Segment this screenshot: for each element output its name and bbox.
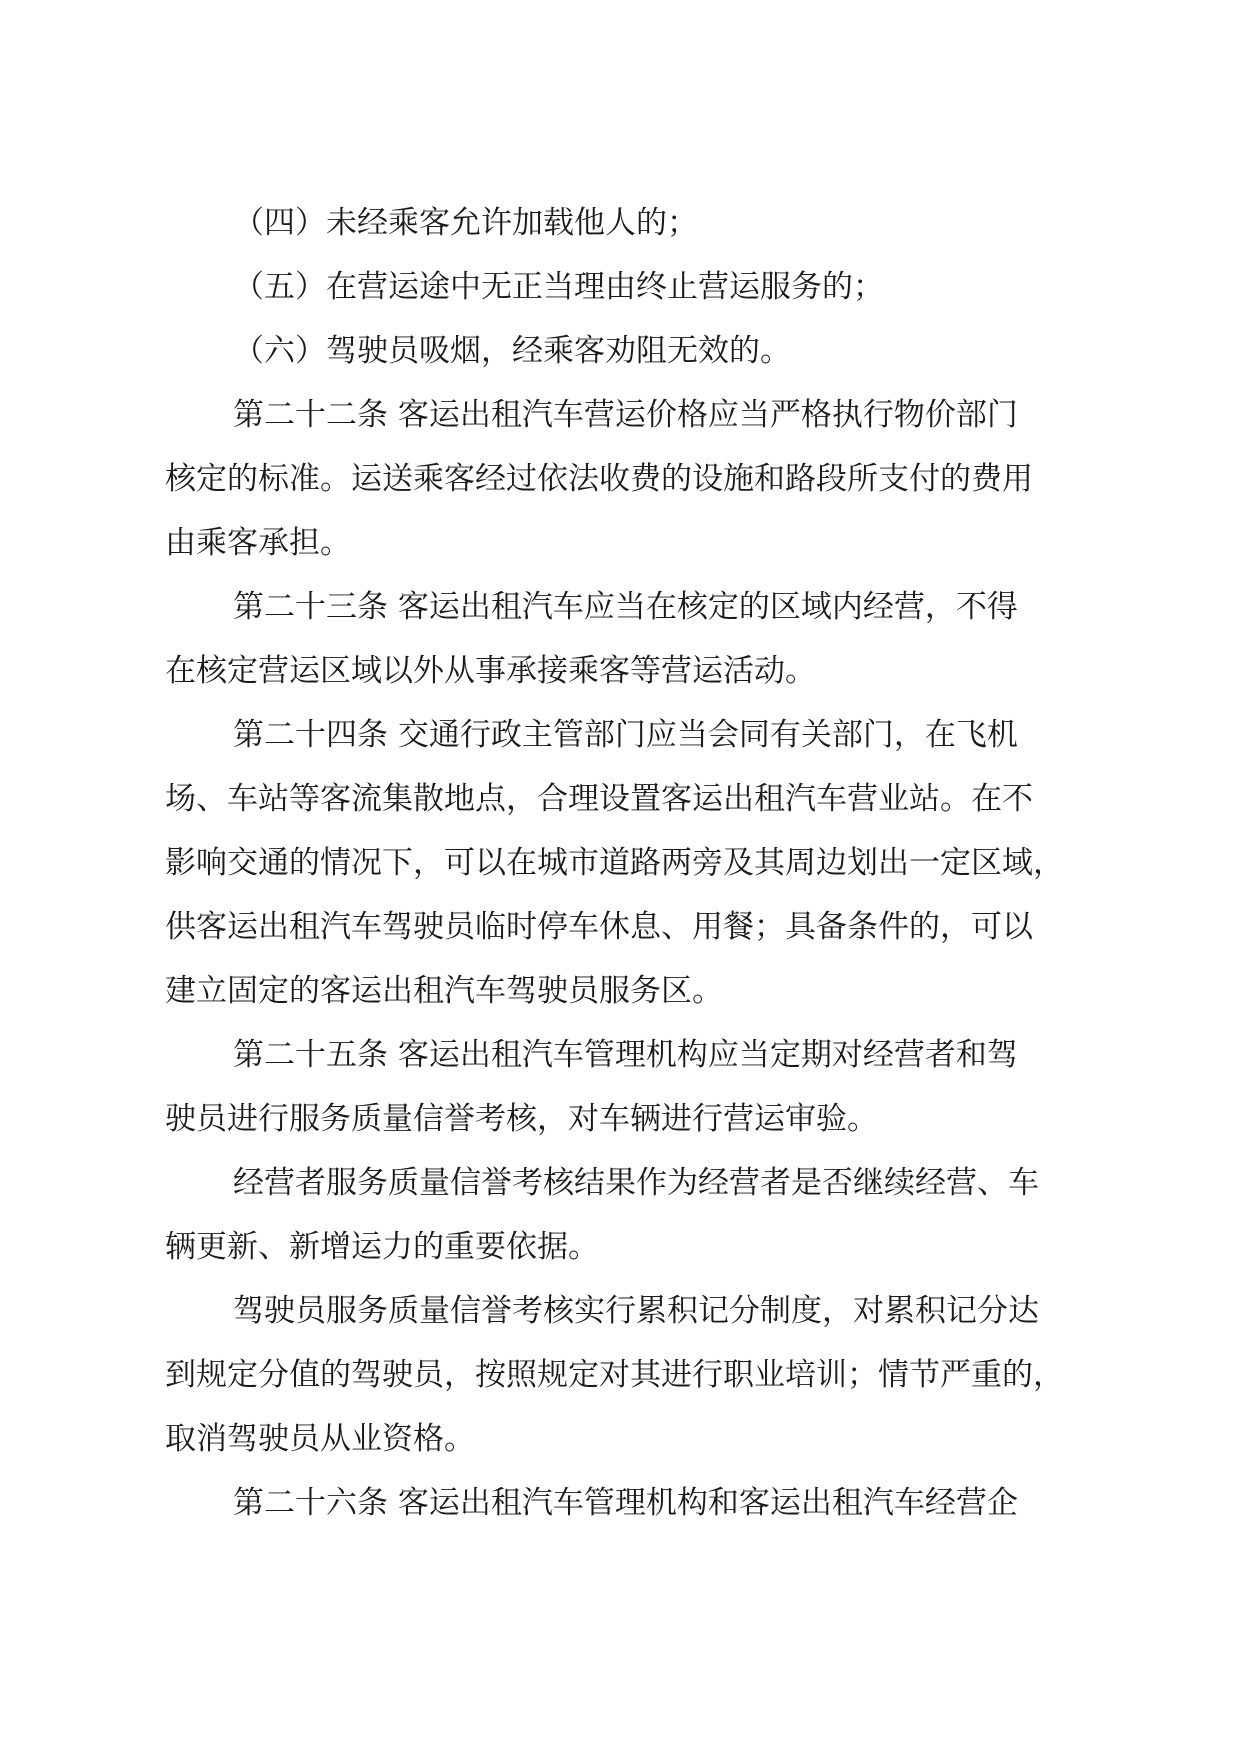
article-24-line-1: 第二十四条 交通行政主管部门应当会同有关部门，在飞机 [233, 717, 1018, 753]
article-24-line-5: 建立固定的客运出租汽车驾驶员服务区。 [165, 973, 723, 1009]
item-five-line: （五）在营运途中无正当理由终止营运服务的； [233, 269, 884, 305]
article-23-line-2: 在核定营运区域以外从事承接乘客等营运活动。 [165, 653, 816, 689]
driver-assessment-line-1: 驾驶员服务质量信誉考核实行累积记分制度，对累积记分达 [233, 1293, 1039, 1329]
article-25-line-1: 第二十五条 客运出租汽车管理机构应当定期对经营者和驾 [233, 1037, 1018, 1073]
item-six-line: （六）驾驶员吸烟，经乘客劝阻无效的。 [233, 333, 791, 369]
article-23-line-1: 第二十三条 客运出租汽车应当在核定的区域内经营，不得 [233, 589, 1018, 625]
article-24-line-3: 影响交通的情况下，可以在城市道路两旁及其周边划出一定区域， [165, 845, 1064, 881]
driver-assessment-line-3: 取消驾驶员从业资格。 [165, 1421, 475, 1457]
article-24-line-4: 供客运出租汽车驾驶员临时停车休息、用餐；具备条件的，可以 [165, 909, 1033, 945]
item-four-line: （四）未经乘客允许加载他人的； [233, 205, 698, 241]
operator-assessment-line-2: 辆更新、新增运力的重要依据。 [165, 1229, 599, 1265]
article-24-line-2: 场、车站等客流集散地点，合理设置客运出租汽车营业站。在不 [165, 781, 1033, 817]
operator-assessment-line-1: 经营者服务质量信誉考核结果作为经营者是否继续经营、车 [233, 1165, 1039, 1201]
article-25-line-2: 驶员进行服务质量信誉考核，对车辆进行营运审验。 [165, 1101, 878, 1137]
article-22-line-1: 第二十二条 客运出租汽车营运价格应当严格执行物价部门 [233, 397, 1018, 433]
article-26-line-1: 第二十六条 客运出租汽车管理机构和客运出租汽车经营企 [233, 1485, 1018, 1521]
driver-assessment-line-2: 到规定分值的驾驶员，按照规定对其进行职业培训；情节严重的， [165, 1357, 1064, 1393]
article-22-line-3: 由乘客承担。 [165, 525, 351, 561]
article-22-line-2: 核定的标准。运送乘客经过依法收费的设施和路段所支付的费用 [165, 461, 1033, 497]
